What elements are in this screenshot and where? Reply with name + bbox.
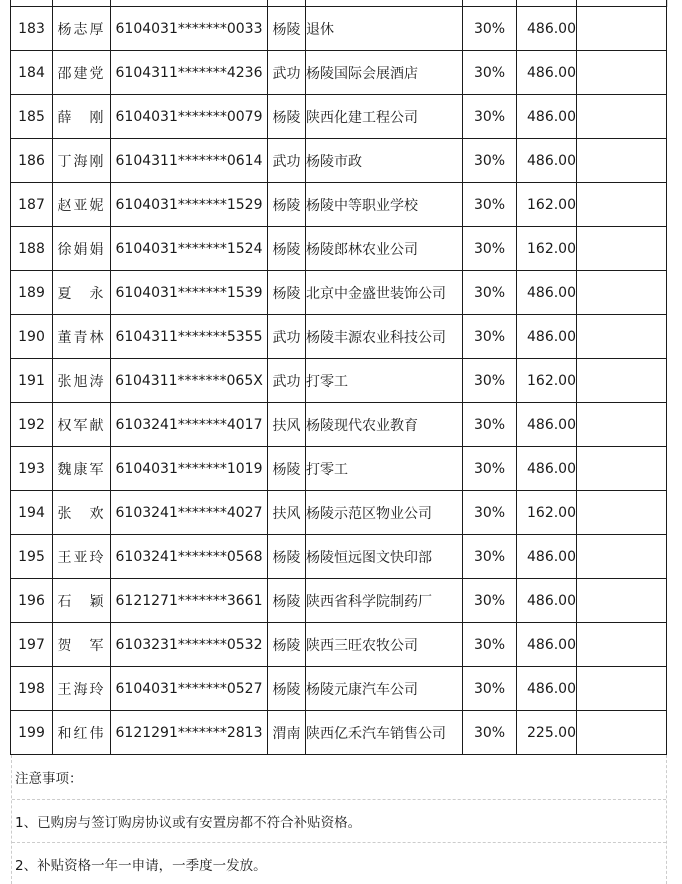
cell-county: 武功 [268, 139, 306, 183]
cell-employer: 打零工 [306, 447, 463, 491]
cell-blank [577, 535, 667, 579]
cell-percent: 30% [463, 403, 517, 447]
cell-amount: 486.00 [517, 95, 577, 139]
cell-amount: 162.00 [517, 359, 577, 403]
cell-row-number: 196 [11, 579, 53, 623]
cell-id-number: 6104031*******1529 [111, 183, 268, 227]
cell-blank [577, 623, 667, 667]
cell-name: 徐娟娟 [53, 227, 111, 271]
cell-name: 王亚玲 [53, 535, 111, 579]
cell-name: 王海玲 [53, 667, 111, 711]
cell-name: 夏 永 [53, 271, 111, 315]
cell-percent: 30% [463, 7, 517, 51]
cell-county: 杨陵 [268, 271, 306, 315]
notes-title: 注意事项： [12, 755, 666, 800]
cell-row-number: 187 [11, 183, 53, 227]
table-row [11, 403, 667, 447]
cell-blank [577, 667, 667, 711]
cell-county: 杨陵 [268, 95, 306, 139]
cell-name: 杨志厚 [53, 7, 111, 51]
cell-row-number: 190 [11, 315, 53, 359]
cell-id-number: 6103241*******4017 [111, 403, 268, 447]
cell-percent: 30% [463, 271, 517, 315]
cell-percent: 30% [463, 359, 517, 403]
table-row [11, 227, 667, 271]
table-row [11, 315, 667, 359]
cell-amount: 486.00 [517, 623, 577, 667]
cell-id-number: 6104031*******0033 [111, 7, 268, 51]
cell-id-number: 6104031*******0079 [111, 95, 268, 139]
table-row [11, 491, 667, 535]
cell-county: 杨陵 [268, 667, 306, 711]
cell-id-number: 6104311*******065X [111, 359, 268, 403]
subsidy-list-table [10, 0, 667, 755]
table-row [11, 579, 667, 623]
cell-employer: 杨陵郎林农业公司 [306, 227, 463, 271]
cell-blank [577, 315, 667, 359]
cell-name: 赵亚妮 [53, 183, 111, 227]
cell-id-number: 6104311*******5355 [111, 315, 268, 359]
cell-id-number: 6103241*******0568 [111, 535, 268, 579]
cell-blank [577, 7, 667, 51]
faint-gridline-stub [667, 0, 668, 7]
cell-id-number: 6121291*******2813 [111, 711, 268, 755]
cell-name: 薛 刚 [53, 95, 111, 139]
cell-row-number: 198 [11, 667, 53, 711]
cell-blank [577, 51, 667, 95]
cell-employer: 陕西亿禾汽车销售公司 [306, 711, 463, 755]
cell-amount: 162.00 [517, 227, 577, 271]
cell-amount: 486.00 [517, 7, 577, 51]
cell-id-number: 6104031*******1539 [111, 271, 268, 315]
cell-id-number: 6104311*******4236 [111, 51, 268, 95]
table-row [11, 711, 667, 755]
cell-amount: 486.00 [517, 139, 577, 183]
cell-county: 杨陵 [268, 535, 306, 579]
cell-employer: 杨陵示范区物业公司 [306, 491, 463, 535]
cell-county: 武功 [268, 359, 306, 403]
cell-employer: 杨陵市政 [306, 139, 463, 183]
cell-employer: 北京中金盛世装饰公司 [306, 271, 463, 315]
cell-row-number: 192 [11, 403, 53, 447]
cell-row-number: 193 [11, 447, 53, 491]
cell-row-number: 194 [11, 491, 53, 535]
cell-percent: 30% [463, 535, 517, 579]
cell-row-number: 188 [11, 227, 53, 271]
cell-county: 渭南 [268, 711, 306, 755]
cell-percent: 30% [463, 623, 517, 667]
note-item-2: 2、补贴资格一年一申请，一季度一发放。 [15, 857, 267, 874]
cell-county: 武功 [268, 51, 306, 95]
cell-amount: 486.00 [517, 667, 577, 711]
cell-id-number: 6104031*******1524 [111, 227, 268, 271]
cell-percent: 30% [463, 51, 517, 95]
cell-employer: 退休 [306, 7, 463, 51]
cell-employer: 陕西化建工程公司 [306, 95, 463, 139]
cell-id-number: 6104031*******0527 [111, 667, 268, 711]
cell-amount: 486.00 [517, 51, 577, 95]
cell-blank [577, 711, 667, 755]
table-row [11, 623, 667, 667]
cell-county: 杨陵 [268, 183, 306, 227]
cell-county: 扶风 [268, 491, 306, 535]
cell-blank [577, 95, 667, 139]
cell-row-number: 195 [11, 535, 53, 579]
table-row [11, 447, 667, 491]
table-row [11, 183, 667, 227]
cell-amount: 486.00 [517, 271, 577, 315]
cell-row-number: 184 [11, 51, 53, 95]
cell-id-number: 6103231*******0532 [111, 623, 268, 667]
cell-percent: 30% [463, 95, 517, 139]
cell-name: 和红伟 [53, 711, 111, 755]
cell-name: 石 颖 [53, 579, 111, 623]
cell-percent: 30% [463, 315, 517, 359]
cell-employer: 杨陵国际会展酒店 [306, 51, 463, 95]
cell-employer: 杨陵恒远图文快印部 [306, 535, 463, 579]
cell-row-number: 189 [11, 271, 53, 315]
cell-county: 武功 [268, 315, 306, 359]
cell-county: 杨陵 [268, 7, 306, 51]
cell-blank [577, 491, 667, 535]
cell-county: 杨陵 [268, 447, 306, 491]
cell-amount: 486.00 [517, 535, 577, 579]
cell-row-number: 199 [11, 711, 53, 755]
cell-county: 杨陵 [268, 579, 306, 623]
cell-employer: 杨陵中等职业学校 [306, 183, 463, 227]
cell-blank [577, 271, 667, 315]
cell-employer: 杨陵元康汽车公司 [306, 667, 463, 711]
notes-section [11, 755, 667, 884]
cell-id-number: 6104311*******0614 [111, 139, 268, 183]
cell-name: 邵建党 [53, 51, 111, 95]
table-row [11, 359, 667, 403]
cell-employer: 杨陵现代农业教育 [306, 403, 463, 447]
cell-name: 张旭涛 [53, 359, 111, 403]
cell-id-number: 6103241*******4027 [111, 491, 268, 535]
cell-blank [577, 447, 667, 491]
cell-percent: 30% [463, 139, 517, 183]
cell-row-number: 186 [11, 139, 53, 183]
cell-county: 扶风 [268, 403, 306, 447]
table-row [11, 51, 667, 95]
cell-id-number: 6104031*******1019 [111, 447, 268, 491]
table-row [11, 535, 667, 579]
table-row [11, 95, 667, 139]
cell-percent: 30% [463, 579, 517, 623]
cell-percent: 30% [463, 711, 517, 755]
cell-row-number: 185 [11, 95, 53, 139]
cell-row-number: 197 [11, 623, 53, 667]
table-row [11, 667, 667, 711]
cell-percent: 30% [463, 447, 517, 491]
cell-blank [577, 139, 667, 183]
table-row [11, 271, 667, 315]
cell-employer: 打零工 [306, 359, 463, 403]
cell-name: 权军献 [53, 403, 111, 447]
cell-amount: 486.00 [517, 579, 577, 623]
cell-percent: 30% [463, 667, 517, 711]
cell-blank [577, 359, 667, 403]
cell-name: 丁海刚 [53, 139, 111, 183]
cell-amount: 486.00 [517, 403, 577, 447]
note-item-1: 1、已购房与签订购房协议或有安置房都不符合补贴资格。 [12, 800, 666, 843]
cell-percent: 30% [463, 491, 517, 535]
cell-percent: 30% [463, 227, 517, 271]
cell-blank [577, 183, 667, 227]
cell-employer: 陕西三旺农牧公司 [306, 623, 463, 667]
cell-row-number: 183 [11, 7, 53, 51]
table-row [11, 7, 667, 51]
cell-id-number: 6121271*******3661 [111, 579, 268, 623]
cell-county: 杨陵 [268, 623, 306, 667]
cell-county: 杨陵 [268, 227, 306, 271]
cell-name: 贺 军 [53, 623, 111, 667]
cell-name: 魏康军 [53, 447, 111, 491]
cell-name: 张 欢 [53, 491, 111, 535]
cell-blank [577, 227, 667, 271]
cell-name: 董青林 [53, 315, 111, 359]
cell-blank [577, 403, 667, 447]
cell-amount: 225.00 [517, 711, 577, 755]
cell-amount: 486.00 [517, 447, 577, 491]
cell-blank [577, 579, 667, 623]
cell-amount: 162.00 [517, 491, 577, 535]
cell-employer: 陕西省科学院制药厂 [306, 579, 463, 623]
table-row [11, 139, 667, 183]
cell-percent: 30% [463, 183, 517, 227]
cell-amount: 486.00 [517, 315, 577, 359]
cell-amount: 162.00 [517, 183, 577, 227]
cell-row-number: 191 [11, 359, 53, 403]
cell-employer: 杨陵丰源农业科技公司 [306, 315, 463, 359]
